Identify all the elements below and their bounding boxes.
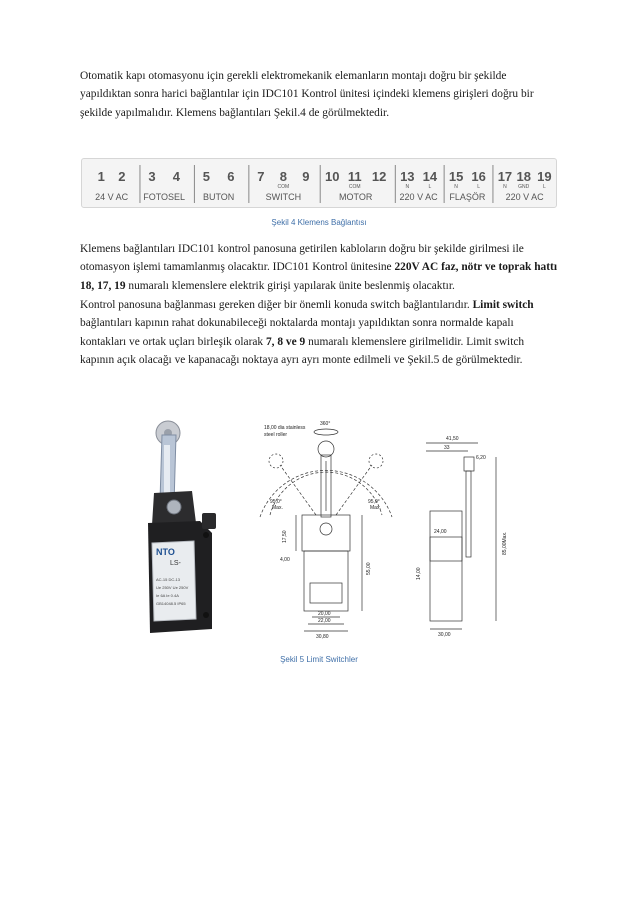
terminal-number-6: 6 <box>227 169 235 184</box>
label-dim-24: 24,00 <box>434 529 447 535</box>
terminal-number-7: 7 <box>257 169 265 184</box>
terminal-number-13: 13 <box>400 169 415 184</box>
terminal-sublabel-8: L <box>542 184 546 190</box>
side-lever <box>466 471 471 557</box>
terminal-number-3: 3 <box>148 169 156 184</box>
terminal-number-9: 9 <box>302 169 310 184</box>
paragraph-power-text-c: numaralı klemenslere elektrik girişi yapılarak ünite beslenmiş olacaktır. <box>125 279 455 292</box>
terminal-sublabel-3: L <box>428 184 432 190</box>
paragraph-switch-text-c: bağlantıları kapının rahat dokunabileceği noktalarda montajı yapıldıktan sonra normalde kapalı kontakları ve ortak uçları birleşik olarak <box>80 317 514 348</box>
label-dim-4: 4,00 <box>280 557 290 563</box>
terminal-number-15: 15 <box>448 169 464 184</box>
lever-ghost-left <box>280 465 316 515</box>
terminal-sublabel-7: GND <box>518 184 530 190</box>
terminal-group-label-4: MOTOR <box>339 192 373 202</box>
label-roller-1: 18,00 dia stainless <box>264 425 306 431</box>
label-dim-14: 14,00 <box>416 567 422 580</box>
terminal-strip-svg <box>82 159 556 207</box>
rotation-arrow <box>314 429 338 435</box>
drawing-body-window <box>310 583 342 603</box>
front-view-labels <box>264 421 381 640</box>
terminal-sublabel-0: COM <box>277 184 290 190</box>
screw-hole-bottom <box>203 612 209 618</box>
body-side-cap <box>202 513 216 529</box>
photo-brand: NTO <box>156 547 175 557</box>
side-head-block <box>430 537 462 561</box>
paragraph-switch-text-e: numaralı klemenslere girilmelidir. Limit switch kapının açık olacağı ve kapanacağı noktaya ayrı ayrı monte edilmeli ve Şekil.5 de görülmektedir. <box>80 335 525 366</box>
photo-spec-4: GB14048.5 IP65 <box>156 601 186 606</box>
label-dim-20: 20,00 <box>318 611 331 617</box>
label-angle-right-2: Max. <box>370 505 381 511</box>
label-dim-85: 85,00Max. <box>502 531 508 555</box>
limit-switch-svg <box>130 405 550 645</box>
terminal-number-2: 2 <box>118 169 126 184</box>
terminal-number-12: 12 <box>371 169 387 184</box>
terminal-number-19: 19 <box>537 169 552 184</box>
roller-ghost-left <box>269 454 283 468</box>
terminal-number-8: 8 <box>279 169 288 184</box>
label-dim-6: 6,20 <box>476 455 486 461</box>
drawing-bolt <box>320 523 332 535</box>
front-view-drawing <box>260 429 392 631</box>
label-dim-30-80: 30,80 <box>316 634 329 640</box>
limit-switch-photo <box>148 421 216 633</box>
figure5-caption: Şekil 5 Limit Switchler <box>280 655 358 664</box>
drawing-head <box>302 515 350 551</box>
label-roller-2: steel roller <box>264 432 288 438</box>
terminal-number-11: 11 <box>347 169 362 184</box>
terminal-group-label-2: BUTON <box>202 192 235 202</box>
label-dim-17: 17,50 <box>282 530 288 543</box>
paragraph-power-bold: 220V AC faz, nötr ve toprak hattı 18, 17, 19 <box>80 261 557 292</box>
paragraph-power <box>80 240 560 295</box>
terminal-number-17: 17 <box>497 169 513 184</box>
terminal-group-label-7: 220 V AC <box>505 192 544 202</box>
photo-model: LS- <box>170 560 181 567</box>
screw-hole-top <box>203 532 209 538</box>
label-angle-left-1: 95,0° <box>270 499 282 505</box>
paragraph-switch-bold-limit: Limit switch <box>472 299 534 311</box>
paragraph-power-text-a: Klemens bağlantıları IDC101 kontrol panosuna getirilen kabloların doğru bir şekilde girilmesi ile otomasyon işlemi tamamlanmış olacaktır. IDC101 Kontrol ünitesine <box>80 243 524 274</box>
terminal-sublabel-6: N <box>503 184 507 190</box>
side-body <box>430 511 462 621</box>
paragraph-switch-bold-terminals: 7, 8 ve 9 <box>265 335 306 348</box>
label-angle-left-2: Max. <box>272 505 283 511</box>
paragraph-switch <box>80 296 560 369</box>
photo-spec-3: Ie 6A Ie 0.4A <box>156 593 179 598</box>
terminal-sublabel-5: L <box>477 184 481 190</box>
limit-switch-figure <box>130 405 550 645</box>
drawing-body <box>304 551 348 611</box>
lever-slot <box>164 445 170 497</box>
terminal-number-10: 10 <box>324 169 340 184</box>
label-angle-right-1: 95,0° <box>368 499 380 505</box>
lever-bolt <box>167 500 181 514</box>
terminal-sublabel-1: COM <box>348 184 361 190</box>
terminal-sublabel-2: N <box>405 184 410 190</box>
label-rotation: 360° <box>320 421 331 427</box>
terminal-strip-figure <box>81 158 557 208</box>
side-view-drawing <box>426 443 496 629</box>
label-dim-33: 33 <box>444 445 450 451</box>
lever-ghost-right <box>336 465 372 515</box>
terminal-group-label-6: FLAŞÖR <box>449 192 486 202</box>
label-dim-55: 55,00 <box>366 562 372 575</box>
terminal-number-14: 14 <box>422 169 438 184</box>
photo-spec-2: Ue 250V Ue 250V <box>156 585 189 590</box>
terminal-group-label-5: 220 V AC <box>399 192 438 202</box>
paragraph-intro: Otomatik kapı otomasyonu için gerekli elektromekanik elemanların montajı doğru bir şekilde yapıldıktan sonra harici bağlantılar için IDC101 Kontrol ünitesi içindeki klemens girişleri doğru bir şekilde yapılmalıdır. Klemens bağlantıları Şekil.4 de görülmektedir. <box>80 70 534 119</box>
terminal-number-18: 18 <box>516 169 531 184</box>
terminal-number-1: 1 <box>97 169 105 184</box>
paragraph-switch-text-a: Kontrol panosuna bağlanması gereken diğer bir önemli konuda switch bağlantılarıdır. <box>80 299 473 311</box>
label-dim-22: 22,00 <box>318 618 331 624</box>
label-dim-41: 41,50 <box>446 436 459 442</box>
roller-ghost-right <box>369 454 383 468</box>
terminal-group-label-1: FOTOSEL <box>143 192 186 202</box>
terminal-group-label-3: SWITCH <box>265 192 302 202</box>
photo-spec-1: AC-15 DC-13 <box>156 577 181 582</box>
terminal-number-16: 16 <box>471 169 486 184</box>
terminal-number-4: 4 <box>172 169 180 184</box>
terminal-group-label-0: 24 V AC <box>95 192 129 202</box>
drawing-roller <box>318 441 334 457</box>
label-dim-30: 30,00 <box>438 632 451 638</box>
terminal-number-5: 5 <box>202 169 211 184</box>
terminal-sublabel-4: N <box>454 184 458 190</box>
figure4-caption: Şekil 4 Klemens Bağlantısı <box>271 218 367 227</box>
side-roller <box>464 457 474 471</box>
